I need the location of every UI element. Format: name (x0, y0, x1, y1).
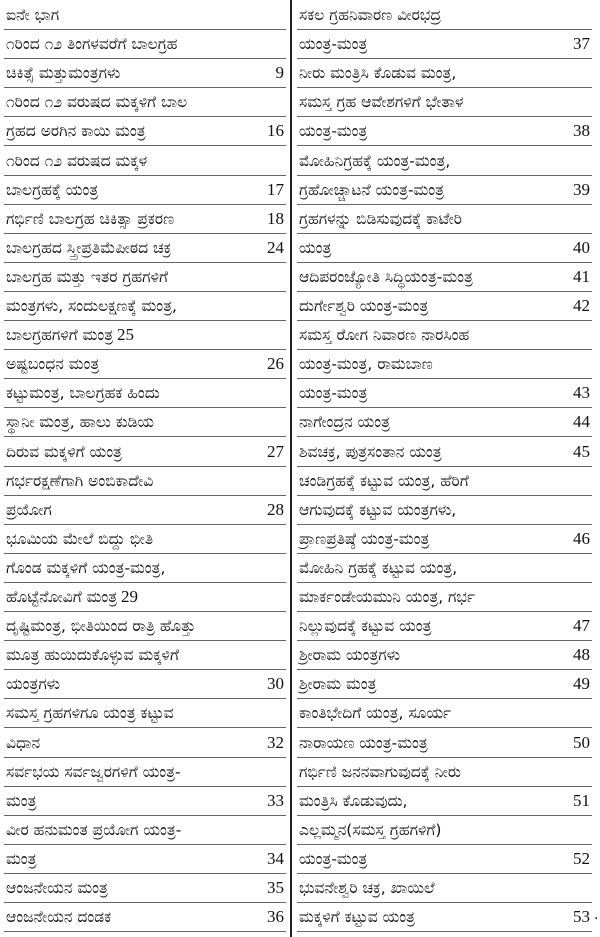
entry-title: ಯಂತ್ರ (299, 238, 332, 257)
left-column-entry (4, 817, 286, 843)
left-column-entry (4, 700, 286, 726)
left-column-entry (4, 322, 286, 348)
row-rule (4, 349, 286, 350)
entry-title: ಗ್ರಹದ ಅರಗಿನ ಕಾಯಿ ಮಂತ್ರ (6, 122, 146, 141)
entry-page-number: 29 (121, 587, 138, 606)
row-rule (297, 611, 592, 612)
entry-title: ಬಾಲಗ್ರಹಗಳಿಗೆ ಮಂತ್ರ (6, 326, 114, 345)
entry-page-number: 40 (573, 237, 590, 257)
row-rule (297, 58, 592, 59)
row-rule (297, 262, 592, 263)
entry-title: ಸ್ಥಾನೀ ಮಂತ್ರ, ಹಾಲು ಕುಡಿಯ (6, 413, 154, 432)
row-rule (297, 873, 592, 874)
entry-page-number: 28 (267, 499, 284, 519)
entry-page-number: 18 (267, 208, 284, 228)
right-column-entry (297, 409, 592, 435)
row-rule (4, 58, 286, 59)
row-rule (4, 611, 286, 612)
left-column-entry (4, 31, 286, 57)
entry-title: ದುರ್ಗೇಶ್ವರಿ ಯಂತ್ರ-ಮಂತ್ರ (299, 297, 429, 315)
right-column-entry (297, 497, 592, 523)
row-rule (4, 524, 286, 525)
entry-title: ಭುವನೇಶ್ವರಿ ಚಕ್ರ, ಖಾಯಿಲೆ (299, 879, 435, 897)
left-column-entry (4, 642, 286, 668)
entry-page-number: 41 (573, 266, 590, 286)
row-rule (4, 873, 286, 874)
row-rule (297, 466, 592, 467)
entry-page-number: 49 (573, 674, 590, 694)
left-column-entry (4, 730, 286, 756)
entry-title: ಆಂಜನೇಯನ ದಂಡಕ (6, 908, 112, 927)
right-column-entry (297, 351, 592, 377)
entry-title: ಆದಿಪರಂಜ್ಯೋತಿ ಸಿದ್ಧಿಯಂತ್ರ-ಮಂತ್ರ (299, 267, 473, 286)
row-rule (4, 815, 286, 816)
entry-title: ಮಂತ್ರಗಳು, ಸಂದುಲಕ್ಷಣಕ್ಕೆ ಮಂತ್ರ, (6, 297, 177, 315)
right-column-entry (297, 148, 592, 174)
row-rule (297, 815, 592, 816)
entry-page-number: 24 (267, 237, 284, 257)
entry-title: ಯಂತ್ರ-ಮಂತ್ರ (299, 384, 368, 403)
toc-right-column (297, 0, 592, 937)
right-column-entry (297, 671, 592, 697)
row-rule (297, 407, 592, 408)
entry-title: ಗರ್ಭಿಣಿ ಬಾಲಗ್ರಹ ಚಿಕಿತ್ಸಾ ಪ್ರಕರಣ (6, 209, 175, 228)
right-column-entry (297, 60, 592, 86)
row-rule (4, 116, 286, 117)
entry-title: ಮೋಹಿನಿ ಗ್ರಹಕ್ಕೆ ಕಟ್ಟುವ ಯಂತ್ರ, (299, 558, 458, 577)
row-rule (297, 175, 592, 176)
entry-page-number: 33 (267, 790, 284, 810)
left-column-entry (4, 89, 286, 115)
right-column-entry (297, 322, 592, 348)
entry-title: ಯಂತ್ರಗಳು (6, 675, 61, 694)
entry-page-number: 45 (573, 441, 590, 461)
entry-title: ಶಿವಚಕ್ರ, ಪುತ್ರಸಂತಾನ ಯಂತ್ರ (299, 442, 442, 461)
left-column-entry (4, 148, 286, 174)
entry-page-number: 39 (573, 179, 590, 199)
entry-page-number: 50 (573, 732, 590, 752)
entry-title: ಮಂತ್ರಿಸಿ ಕೊಡುವುದು, (299, 791, 408, 810)
entry-page-number: 44 (573, 412, 590, 432)
entry-title: ಮೋಹಿನಿಗ್ರಹಕ್ಕೆ ಯಂತ್ರ-ಮಂತ್ರ, (299, 151, 451, 170)
row-rule (4, 407, 286, 408)
right-column-entry (297, 555, 592, 581)
entry-page-number: 53 (573, 907, 590, 927)
row-rule (297, 495, 592, 496)
row-rule (4, 844, 286, 845)
entry-page-number: 52 (573, 848, 590, 868)
left-column-entry (4, 409, 286, 435)
right-column-entry (297, 642, 592, 668)
row-rule (4, 466, 286, 467)
right-column-entry (297, 380, 592, 406)
row-rule (297, 669, 592, 670)
entry-title: ಆಂಜನೇಯನ ಮಂತ್ರ (6, 879, 108, 897)
left-column-entry (4, 904, 286, 930)
toc-left-column (4, 0, 286, 937)
entry-page-number: 16 (267, 121, 284, 141)
entry-title: ಗ್ರಹೋಚ್ಚಾಟನೆ ಯಂತ್ರ-ಮಂತ್ರ (299, 180, 445, 199)
left-column-entry (4, 380, 286, 406)
row-rule (4, 87, 286, 88)
entry-page-number: 37 (573, 34, 590, 54)
entry-title: ಗ್ರಹಗಳನ್ನು ಬಿಡಿಸುವುದಕ್ಕೆ ಕಾಟೇರಿ (299, 209, 462, 228)
row-rule (4, 291, 286, 292)
right-column-entry (297, 235, 592, 261)
row-rule (4, 786, 286, 787)
right-column-entry (297, 293, 592, 319)
left-column-entry (4, 118, 286, 144)
row-rule (297, 553, 592, 554)
row-rule (4, 698, 286, 699)
row-rule (297, 436, 592, 437)
right-column-entry (297, 613, 592, 639)
row-rule (297, 233, 592, 234)
entry-page-number: 47 (573, 616, 590, 636)
left-column-entry (4, 497, 286, 523)
entry-title: ಐನೇ ಭಾಗ (6, 6, 60, 24)
entry-title: ಸಮಸ್ತ ಗ್ರಹ ಆವೇಶಗಳಿಗೆ ಭೇತಾಳ (299, 93, 464, 112)
left-column-entry (4, 584, 286, 610)
row-rule (297, 145, 592, 146)
entry-title: ಭೂಮಿಯ ಮೇಲೆ ಬಿದ್ದು ಭೀತಿ (6, 529, 154, 548)
right-column-entry (297, 31, 592, 57)
row-rule (297, 727, 592, 728)
entry-title: ಪ್ರಯೋಗ (6, 500, 52, 519)
row-rule (297, 116, 592, 117)
left-column-entry (4, 526, 286, 552)
left-column-entry (4, 613, 286, 639)
entry-title: ಯಂತ್ರ-ಮಂತ್ರ, ರಾಮಬಾಣ (299, 355, 433, 374)
row-rule (297, 378, 592, 379)
row-rule (4, 262, 286, 263)
entry-title: ಕಾಂತಿಭೇದಿಗೆ ಯಂತ್ರ, ಸೂರ್ಯ (299, 704, 452, 723)
right-column-entry (297, 904, 592, 930)
entry-title: ಮಾರ್ಕಂಡೇಯಮುನಿ ಯಂತ್ರ, ಗರ್ಭ (299, 588, 476, 606)
right-column-entry (297, 817, 592, 843)
entry-title: ದಿರುವ ಮಕ್ಕಳಿಗೆ ಯಂತ್ರ (6, 442, 122, 461)
entry-page-number: 38 (573, 121, 590, 141)
entry-title: ಅಷ್ಟಬಂಧನ ಮಂತ್ರ (6, 355, 100, 374)
entry-title: ದೃಷ್ಟಿಮಂತ್ರ, ಭೀತಿಯಿಂದ ರಾತ್ರಿ ಹೊತ್ತು (6, 617, 196, 636)
row-rule (297, 698, 592, 699)
row-rule (4, 582, 286, 583)
row-rule (297, 291, 592, 292)
right-column-entry (297, 700, 592, 726)
entry-page-number: 34 (267, 848, 284, 868)
row-rule (4, 495, 286, 496)
entry-title: ನಾಗೇಂದ್ರನ ಯಂತ್ರ (299, 413, 390, 432)
row-rule (297, 931, 592, 932)
row-rule (4, 436, 286, 437)
row-rule (4, 175, 286, 176)
entry-title: ಸರ್ವಭಯ ಸರ್ವಜ್ವರಗಳಿಗೆ ಯಂತ್ರ- (6, 762, 181, 781)
entry-title: ನಿಲ್ಲುವುದಕ್ಕೆ ಕಟ್ಟುವ ಯಂತ್ರ (299, 617, 432, 636)
row-rule (4, 29, 286, 30)
entry-title: ಪ್ರಾಣಪ್ರತಿಷ್ಠೆ ಯಂತ್ರ-ಮಂತ್ರ (299, 529, 430, 548)
row-rule (4, 640, 286, 641)
left-column-entry (4, 264, 286, 290)
row-rule (4, 931, 286, 932)
left-column-entry (4, 875, 286, 901)
entry-title: ಸಕಲ ಗ್ರಹನಿವಾರಣ ವೀರಭದ್ರ (299, 6, 442, 24)
left-column-entry (4, 293, 286, 319)
entry-title: ಶ್ರೀರಾಮ ಯಂತ್ರಗಳು (299, 646, 401, 665)
entry-title: ಯಂತ್ರ-ಮಂತ್ರ (299, 849, 368, 868)
left-column-entry (4, 235, 286, 261)
entry-title: ೧ರಿಂದ ೧೨ ವರುಷದ ಮಕ್ಕಳಿಗೆ ಬಾಲ (6, 93, 188, 112)
right-column-entry (297, 730, 592, 756)
row-rule (4, 902, 286, 903)
right-column-entry (297, 759, 592, 785)
right-column-entry (297, 2, 592, 28)
entry-title: ಗರ್ಭಿಣಿ ಜನನವಾಗುವುದಕ್ಕೆ ನೀರು (299, 762, 461, 781)
entry-title: ಮಕ್ಕಳಿಗೆ ಕಟ್ಟುವ ಯಂತ್ರ (299, 908, 415, 927)
row-rule (297, 640, 592, 641)
entry-page-number: 30 (267, 674, 284, 694)
right-column-entry (297, 875, 592, 901)
entry-page-number: 35 (267, 878, 284, 897)
entry-title: ಗೊಂಡ ಮಕ್ಕಳಿಗೆ ಯಂತ್ರ-ಮಂತ್ರ, (6, 558, 166, 577)
entry-title: ಬಾಲಗ್ರಹದ ಸ್ತ್ರೀಪ್ರತಿಮೆಪೀಠದ ಚಕ್ರ (6, 238, 172, 257)
right-column-entry (297, 439, 592, 465)
entry-title: ಆಗುವುದಕ್ಕೆ ಕಟ್ಟುವ ಯಂತ್ರಗಳು, (299, 500, 457, 519)
left-column-entry (4, 846, 286, 872)
entry-page-number: 43 (573, 383, 590, 403)
entry-title: ಮೂತ್ರ ಹುಯಿದುಕೊಳ್ಳುವ ಮಕ್ಕಳಿಗೆ (6, 646, 180, 665)
entry-title: ಕಟ್ಟುಮಂತ್ರ, ಬಾಲಗ್ರಹಕ ಹಿಂದು (6, 384, 160, 403)
entry-page-number: 46 (573, 528, 590, 548)
left-column-entry (4, 671, 286, 697)
row-rule (297, 844, 592, 845)
entry-title: ಹೊಟ್ಟೆನೋವಿಗೆ ಮಂತ್ರ (6, 588, 118, 606)
row-rule (297, 757, 592, 758)
row-rule (4, 204, 286, 205)
column-divider (290, 0, 292, 937)
left-column-entry (4, 177, 286, 203)
entry-page-number: 48 (573, 645, 590, 665)
entry-title: ಸಮಸ್ತ ರೋಗ ನಿವಾರಣ ನಾರಸಿಂಹ (299, 326, 470, 345)
row-rule (4, 378, 286, 379)
row-rule (297, 320, 592, 321)
entry-title: ೧ರಿಂದ ೧೨ ತಿಂಗಳವರೆಗೆ ಬಾಲಗ್ರಹ (6, 35, 178, 54)
row-rule (4, 757, 286, 758)
entry-title: ಬಾಲಗ್ರಹ ಮತ್ತು ಇತರ ಗ್ರಹಗಳಿಗೆ (6, 267, 168, 286)
entry-title: ಯಂತ್ರ-ಮಂತ್ರ (299, 122, 368, 141)
row-rule (297, 204, 592, 205)
entry-title: ಗರ್ಭರಕ್ಷಣೆಗಾಗಿ ಅಂಬಿಕಾದೇವಿ (6, 471, 154, 490)
right-column-entry (297, 526, 592, 552)
entry-page-number: 36 (267, 907, 284, 927)
entry-title: ವಿಧಾನ (6, 733, 41, 752)
right-column-entry (297, 584, 592, 610)
entry-title: ಮಂತ್ರ (6, 791, 37, 810)
right-column-entry (297, 206, 592, 232)
entry-title: ಎಲ್ಲಮ್ಮನ(ಸಮಸ್ತ ಗ್ರಹಗಳಿಗೆ) (299, 820, 442, 839)
row-rule (4, 669, 286, 670)
entry-page-number: 17 (267, 179, 284, 199)
entry-page-number: 26 (267, 354, 284, 374)
right-column-entry (297, 264, 592, 290)
left-column-entry (4, 468, 286, 494)
row-rule (4, 727, 286, 728)
entry-title: ೧ರಿಂದ ೧೨ ವರುಷದ ಮಕ್ಕಳ (6, 151, 148, 170)
entry-page-number: 42 (573, 296, 590, 315)
right-column-entry (297, 177, 592, 203)
row-rule (4, 553, 286, 554)
right-column-entry (297, 788, 592, 814)
entry-page-number: 32 (267, 732, 284, 752)
row-rule (297, 524, 592, 525)
right-column-entry (297, 846, 592, 872)
right-column-entry (297, 118, 592, 144)
left-column-entry (4, 555, 286, 581)
row-rule (4, 145, 286, 146)
left-column-entry (4, 60, 286, 86)
entry-title: ಚಂಡಿಗ್ರಹಕ್ಕೆ ಕಟ್ಟುವ ಯಂತ್ರ, ಹೆರಿಗೆ (299, 471, 469, 490)
entry-title: ಮಂತ್ರ (6, 849, 37, 868)
entry-title: ನೀರು ಮಂತ್ರಿಸಿ ಕೊಡುವ ಮಂತ್ರ, (299, 64, 457, 83)
row-rule (297, 786, 592, 787)
row-rule (297, 582, 592, 583)
left-column-entry (4, 351, 286, 377)
entry-title: ಶ್ರೀರಾಮ ಮಂತ್ರ (299, 675, 377, 694)
row-rule (297, 87, 592, 88)
row-rule (297, 349, 592, 350)
left-column-entry (4, 439, 286, 465)
entry-page-number: 9 (275, 63, 284, 83)
left-column-entry (4, 206, 286, 232)
entry-page-number: 25 (117, 325, 134, 345)
entry-title: ಚಿಕಿತ್ಸೆ ಮತ್ತುಮಂತ್ರಗಳು (6, 64, 121, 83)
entry-page-number: 51 (573, 790, 590, 810)
entry-title: ಸಮಸ್ತ ಗ್ರಹಗಳಿಗೂ ಯಂತ್ರ ಕಟ್ಟುವ (6, 704, 174, 723)
left-column-entry (4, 759, 286, 785)
row-rule (4, 233, 286, 234)
entry-title: ಬಾಲಗ್ರಹಕ್ಕೆ ಯಂತ್ರ (6, 180, 99, 199)
entry-title: ನಾರಾಯಣ ಯಂತ್ರ-ಮಂತ್ರ (299, 733, 428, 752)
entry-title: ವೀರ ಹನುಮಂತ ಪ್ರಯೋಗ ಯಂತ್ರ- (6, 820, 182, 839)
entry-page-number: 27 (267, 441, 284, 461)
row-rule (297, 29, 592, 30)
right-column-entry (297, 468, 592, 494)
row-rule (297, 902, 592, 903)
margin-mark: · (594, 911, 599, 927)
right-column-entry (297, 89, 592, 115)
left-column-entry (4, 2, 286, 28)
row-rule (4, 320, 286, 321)
left-column-entry (4, 788, 286, 814)
entry-title: ಯಂತ್ರ-ಮಂತ್ರ (299, 35, 368, 54)
